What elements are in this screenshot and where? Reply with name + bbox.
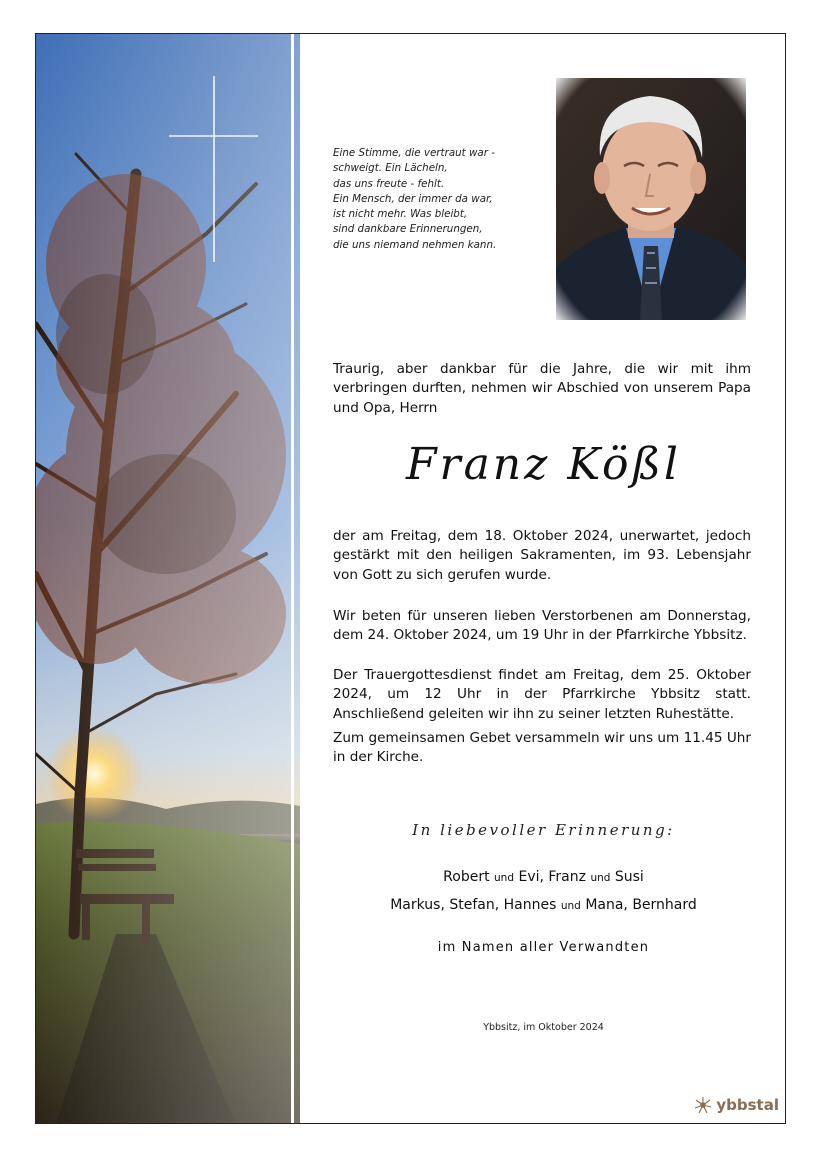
obituary-content xyxy=(300,34,785,1123)
landscape-photo xyxy=(36,34,300,1123)
prayer-text: Wir beten für unseren lieben Verstorbenen am Donnerstag, dem 24. Oktober 2024, um 19 Uhr in der Pfarrkirche Ybbsitz. xyxy=(333,608,751,644)
obituary-card xyxy=(35,33,786,1124)
place-date: Ybbsitz, im Oktober 2024 xyxy=(483,1022,604,1033)
poem: Eine Stimme, die vertraut war - schweigt. Ein Lächeln, das uns freute - fehlt. Ein Mensch, der immer da war, ist nicht mehr. Was bleibt, sind dankbare Erinnerungen, die uns niemand nehmen kann. xyxy=(333,147,497,251)
family-line-1 xyxy=(300,869,786,885)
funeral-text: Der Trauergottesdienst findet am Freitag, dem 25. Oktober 2024, um 12 Uhr in der Pfarrkirche Ybbsitz statt. Anschließend geleiten wir ihn zu seiner letzten Ruhestätte. xyxy=(333,667,751,722)
family-line-2 xyxy=(300,897,786,913)
family-names: Mana, Bernhard xyxy=(585,897,697,913)
family-names: Susi xyxy=(614,869,644,885)
conjunction: und xyxy=(494,872,515,884)
gathering-text: Zum gemeinsamen Gebet versammeln wir uns um 11.45 Uhr in der Kirche. xyxy=(333,730,751,766)
conjunction: und xyxy=(560,900,581,912)
intro-text: Traurig, aber dankbar für die Jahre, die wir mit ihm verbringen durften, nehmen wir Abschied von unserem Papa und Opa, Herrn xyxy=(333,361,751,416)
logo-text: ybbstal xyxy=(716,1096,779,1114)
portrait-photo xyxy=(556,78,746,320)
family-names: Markus, Stefan, Hannes xyxy=(390,897,557,913)
memory-heading: In liebevoller Erinnerung: xyxy=(412,821,675,839)
ybbstal-logo xyxy=(693,1095,779,1115)
deceased-name: Franz Kößl xyxy=(406,439,681,490)
family-names: Evi, Franz xyxy=(518,869,586,885)
relatives-line: im Namen aller Verwandten xyxy=(437,940,650,955)
dandelion-icon xyxy=(693,1095,713,1115)
family-names: Robert xyxy=(443,869,490,885)
death-notice-text: der am Freitag, dem 18. Oktober 2024, unerwartet, jedoch gestärkt mit den heiligen Sakramenten, im 93. Lebensjahr von Gott zu sich gerufen wurde. xyxy=(333,528,751,583)
conjunction: und xyxy=(590,872,611,884)
